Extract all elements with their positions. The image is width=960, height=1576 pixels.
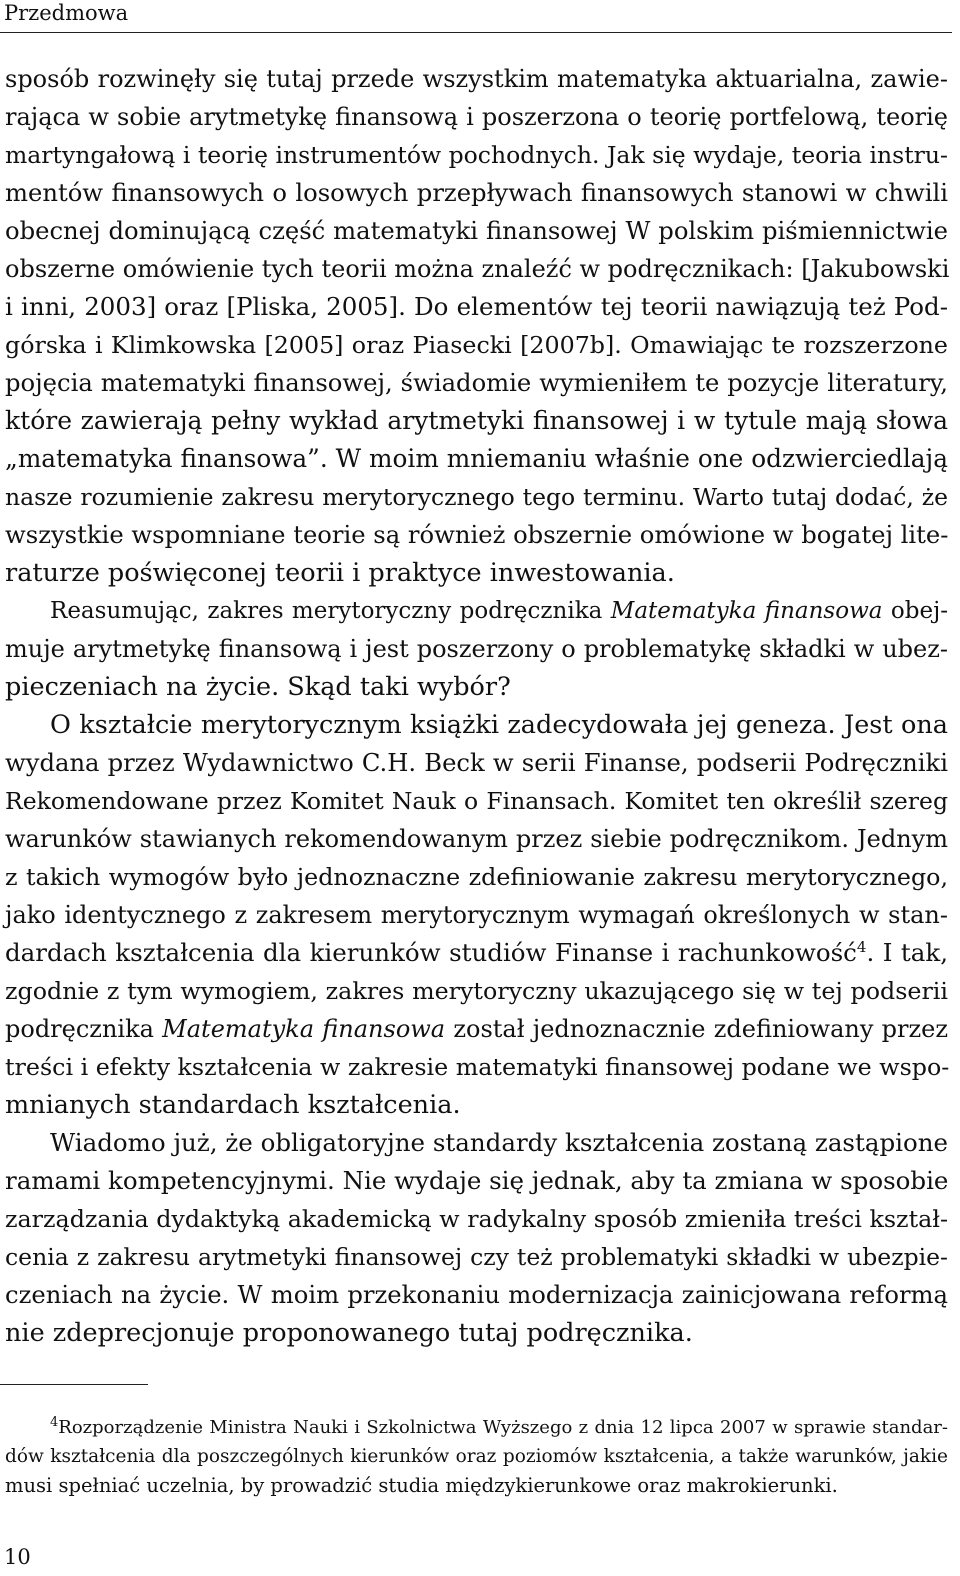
- footnote-mark: 4: [50, 1415, 59, 1430]
- text-line: zarządzania dydaktyką akademicką w radykalny sposób zmieniła treści kształ-: [5, 1205, 948, 1233]
- text-line: [5, 1010, 948, 1048]
- footnote-rule: [0, 1384, 148, 1385]
- text-line: obecnej dominującą część matematyki finansowej W polskim piśmiennictwie: [5, 216, 948, 245]
- text-line: jako identycznego z zakresem merytorycznym wymagań określonych w stan-: [5, 901, 948, 929]
- text-line: martyngałową i teorię instrumentów pochodnych. Jak się wydaje, teoria instru-: [5, 141, 948, 169]
- paragraph-first-line: O kształcie merytorycznym książki zadecydowała jej geneza. Jest ona: [50, 710, 948, 740]
- text-line: które zawierają pełny wykład arytmetyki finansowej i w tytule mają słowa: [5, 406, 948, 435]
- text-line: nasze rozumienie zakresu merytorycznego tego terminu. Warto tutaj dodać, że: [5, 483, 948, 511]
- text-segment: podręcznika: [5, 1015, 163, 1043]
- text-line: warunków stawianych rekomendowanym przez siebie podręcznikom. Jednym: [5, 825, 948, 853]
- footnote: [5, 1413, 948, 1500]
- text-segment: dardach kształcenia dla kierunków studiów Finanse i rachunkowość: [5, 938, 857, 967]
- text-segment: . I tak,: [866, 938, 948, 967]
- text-line: muje arytmetykę finansową i jest poszerzony o problematykę składki w ubez-: [5, 635, 948, 663]
- text-segment: obej-: [882, 598, 948, 624]
- book-title-italic: Matematyka finansowa: [162, 1015, 446, 1043]
- text-line: mentów finansowych o losowych przepływach finansowych stanowi w chwili: [5, 178, 948, 207]
- header-rule: [0, 32, 952, 33]
- text-line: i inni, 2003] oraz [Pliska, 2005]. Do elementów tej teorii nawiązują też Pod-: [5, 292, 948, 321]
- paragraph-first-line: Wiadomo już, że obligatoryjne standardy kształcenia zostaną zastąpione: [50, 1128, 948, 1157]
- text-line: cenia z zakresu arytmetyki finansowej czy też problematyki składki w ubezpie-: [5, 1243, 948, 1271]
- footnote-line: dów kształcenia dla poszczególnych kierunków oraz poziomów kształcenia, a także warunków, jakie: [5, 1446, 948, 1467]
- body-text: [5, 60, 948, 1352]
- text-line: mnianych standardach kształcenia.: [5, 1090, 461, 1120]
- running-head: Przedmowa: [4, 1, 129, 25]
- text-line: górska i Klimkowska [2005] oraz Piasecki [2007b]. Omawiając te rozszerzone: [5, 331, 948, 359]
- footnote-reference: 4: [856, 937, 867, 956]
- text-line: pojęcia matematyki finansowej, świadomie wymieniłem te pozycje literatury,: [5, 368, 948, 397]
- footnote-line: [5, 1413, 948, 1442]
- page-number: 10: [4, 1545, 31, 1569]
- text-line: rająca w sobie arytmetykę finansową i poszerzona o teorię portfelową, teorię: [5, 103, 948, 131]
- text-line: wydana przez Wydawnictwo C.H. Beck w serii Finanse, podserii Podręczniki: [5, 748, 948, 777]
- text-line: nie zdeprecjonuje proponowanego tutaj podręcznika.: [5, 1318, 693, 1348]
- text-line: obszerne omówienie tych teorii można znaleźć w podręcznikach: [Jakubowski: [5, 255, 950, 283]
- book-title-italic: Matematyka finansowa: [610, 598, 883, 624]
- text-segment: Reasumując, zakres merytoryczny podręcznika: [50, 598, 611, 624]
- text-line: pieczeniach na życie. Skąd taki wybór?: [5, 672, 511, 702]
- text-line: z takich wymogów było jednoznaczne zdefiniowanie zakresu merytorycznego,: [5, 863, 948, 891]
- text-line: ramami kompetencyjnymi. Nie wydaje się jednak, aby ta zmiana w sposobie: [5, 1166, 949, 1195]
- text-segment: został jednoznacznie zdefiniowany przez: [445, 1015, 948, 1043]
- text-line: czeniach na życie. W moim przekonaniu modernizacja zainicjowana reformą: [5, 1280, 948, 1309]
- text-line: [5, 934, 948, 972]
- text-line: wszystkie wspomniane teorie są również obszernie omówione w bogatej lite-: [5, 520, 949, 549]
- text-line: raturze poświęconej teorii i praktyce inwestowania.: [5, 558, 675, 588]
- text-line: treści i efekty kształcenia w zakresie matematyki finansowej podane we wspo-: [5, 1053, 950, 1081]
- text-line: sposób rozwinęły się tutaj przede wszystkim matematyka aktuarialna, zawie-: [5, 65, 948, 93]
- text-line: „matematyka finansowa”. W moim mniemaniu właśnie one odzwierciedlają: [5, 444, 948, 473]
- text-line: zgodnie z tym wymogiem, zakres merytoryczny ukazującego się w tej podserii: [5, 977, 948, 1005]
- footnote-line: musi spełniać uczelnia, by prowadzić studia międzykierunkowe oraz makrokierunki.: [5, 1474, 838, 1497]
- paragraph-first-line: [5, 592, 948, 630]
- footnote-text: Rozporządzenie Ministra Nauki i Szkolnictwa Wyższego z dnia 12 lipca 2007 w sprawie standar-: [58, 1417, 948, 1438]
- text-line: Rekomendowane przez Komitet Nauk o Finansach. Komitet ten określił szereg: [5, 787, 948, 815]
